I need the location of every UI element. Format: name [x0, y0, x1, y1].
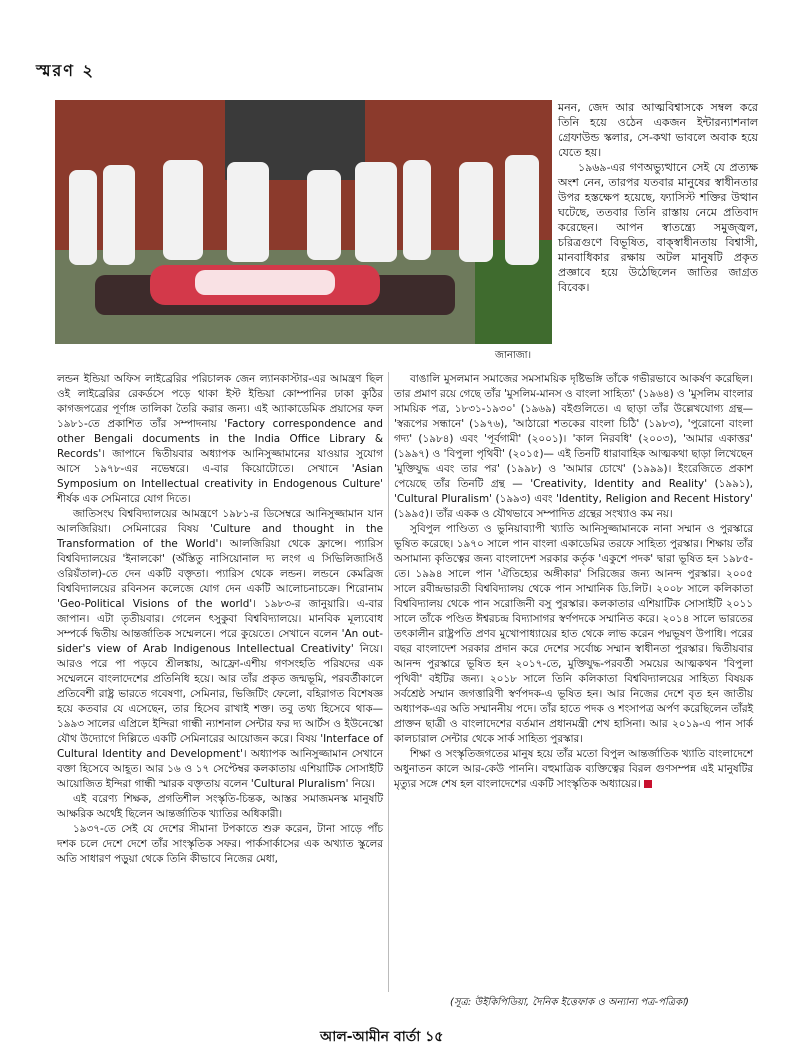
body-paragraph: লন্ডন ইন্ডিয়া অফিস লাইব্রেরির পরিচালক জেন ল্যানকাস্টার-এর আমন্ত্রণ ছিল ওই লাইব্রেরির রেকর্ডসে পড়ে থাকা ইস্ট ইন্ডিয়া কোম্পানির ঢাকা কুঠির কাগজপত্রের পূর্ণাঙ্গ তালিকা তৈরি করার জন্য। এই অ্যাকাডেমিক প্রয়াসের ফল ১৯৮১-তে প্রকাশিত তাঁর সম্পাদনায় 'Factory correspondence and other Bengali documents in the India Office Library & Records'। জাপানে দ্বিতীয়বার অধ্যাপক আনিসুজ্জামানের যাওয়ার সুযোগ আসে ১৯৭৮-এর নভেম্বরে। এ-বার কিয়োটোতে। সেখানে 'Asian Symposium on Intellectual creativity in Endogenous Culture' শীর্ষক এক সেমিনারে যোগ দিতে। — [57, 373, 383, 505]
magazine-name: আল-আমীন বার্তা — [320, 1029, 421, 1045]
article-column-2 — [394, 372, 753, 792]
body-paragraph: বাঙালি মুসলমান সমাজের সমসাময়িক দৃষ্টিভঙ্গি তাঁকে গভীরভাবে আকর্ষণ করেছিল। তার প্রমাণ রয়ে গেছে তাঁর 'মুসলিম-মানস ও বাংলা সাহিত্য' (১৯৬৪) ও 'মুসলিম বাংলার সাময়িক পত্র, ১৮৩১-১৯৩০' (১৯৬৯) বইগুলিতে। এ ছাড়া তাঁর উল্লেখযোগ্য গ্রন্থ— 'স্বরূপের সন্ধানে' (১৯৭৬), 'আঠারো শতকের বাংলা চিঠি' (১৯৮৩), 'পুরোনো বাংলা গদ্য' (১৯৮৪) এবং 'পূর্বগামী' (২০০১)। 'কাল নিরবধি' (২০০৩), 'আমার একাত্তর' (১৯৯৭) ও 'বিপুলা পৃথিবী' (২০১৫)— এই তিনটি ধারাবাহিক আত্মকথা ছাড়া লিখেছেন 'মুক্তিযুদ্ধ এবং তার পর' (১৯৯৮) ও 'আমার চোখে' (১৯৯৯)। ইংরেজিতে প্রকাশ পেয়েছে তাঁর তিনটি গ্রন্থ — 'Creativity, Identity and Reality' (১৯৯১), 'Cultural Pluralism' (১৯৯৩) এবং 'Identity, Religion and Recent History' (১৯৯৫)। তাঁর একক ও যৌথভাবে সম্পাদিত গ্রন্থের সংখ্যাও কম নয়। — [394, 373, 753, 520]
right-paragraph: ১৯৬৯-এর গণঅভ্যুত্থানে সেই যে প্রত্যক্ষ অংশ নেন, তারপর যতবার মানুষের স্বাধীনতার উপর হস্তক্ষেপ হয়েছে, ফ্যাসিস্ট শক্তির উত্থান ঘটেছে, ততবার তিনি রাস্তায় নেমে প্রতিবাদ করেছেন। আপন স্বাতন্ত্র্যে সমুজ্জ্বল, চরিত্রগুণে বিভূষিত, বাক্স্বাধীনতায় বিশ্বাসী, মানবাধিকার রক্ষায় অটল মানুষটি প্রকৃত প্রজ্ঞাবে হয়ে উঠেছিলেন জাতির জাগ্রত বিবেক। — [558, 161, 758, 294]
photo-caption: জানাজা। — [495, 350, 532, 361]
section-title: স্মরণ ২ — [36, 61, 95, 80]
body-paragraph: ১৯৩৭-তে সেই যে দেশের সীমানা টপকাতে শুরু করেন, টানা সাড়ে পাঁচ দশক চলে দেশে দেশে তাঁর সাংস্কৃতিক সফর। পার্কসার্কাসের এক অখ্যাত স্কুলের অতি সাধারণ পড়ুয়া থেকে তিনি কীভাবে নিজের মেধা, — [57, 823, 383, 865]
funeral-photo-illustration — [55, 100, 552, 344]
column-divider — [388, 372, 389, 992]
closing-text: শিক্ষা ও সংস্কৃতিজগতের মানুষ হয়ে তাঁর মতো বিপুল আন্তর্জাতিক খ্যাতি বাংলাদেশে অধুনাতন কালে আর-কেউ পাননি। বহুমাত্রিক ব্যক্তিত্বের বিরল গুণসম্পন্ন এই মানুষটির মৃত্যুর সঙ্গে শেষ হল বাংলাদেশের একটি সাংস্কৃতিক অধ্যায়ের। — [394, 748, 753, 790]
end-mark-icon — [644, 780, 652, 788]
body-paragraph: জাতিসংঘ বিশ্ববিদ্যালয়ের আমন্ত্রণে ১৯৮১-র ডিসেম্বরে আনিসুজ্জামান যান আলজিরিয়া। সেমিনারের বিষয় 'Culture and thought in the Transformation of the World'। আলজিরিয়া থেকে ফ্রান্সে। প্যারিস বিশ্ববিদ্যালয়ের 'ইনালকো' (অঁস্তিতু নাসিয়োনাল দ্য লংগ এ সিভিলিজাসিওঁ ওরিয়ঁতাল)-তে দেন একটি বক্তৃতা। প্যারিস থেকে লন্ডন। লন্ডনে কেমব্রিজ বিশ্ববিদ্যালয়ের রবিনসন কলেজে যোগ দেন একটি আলোচনাচক্রে। শিরোনাম 'Geo-Political Visions of the world'। ১৯৮৩-র জানুয়ারি। এ-বার জাপান। এটা তৃতীয়বার। গেলেন ৎসুকুবা বিশ্ববিদ্যালয়ে। মানবিক মূল্যবোধ সম্পর্কে দ্বিতীয় আন্তর্জাতিক সম্মেলনে। পরে কুয়েতে। সেখানে বলেন 'An out-sider's view of Arab Indigenous Intellectual Creativity' নিয়ে। আরও পরে পা পড়বে শ্রীলঙ্কায়, আফ্রো-এশীয় গণসংহতি পরিষদের এক সম্মেলনে বাংলাদেশের প্রতিনিধি হয়ে। আর তাঁর প্রকৃত জন্মভূমি, পরবর্তীকালে প্রতিবেশী রাষ্ট্র ভারতে গবেষণা, সেমিনার, ভিজিটিং ফেলো, বহিরাগত বিশেষজ্ঞ হয়ে কতবার যে এসেছেন, তার হিসেব রাখাই শক্ত। তবু তথ্য হিসেবে থাক— ১৯৯৩ সালের এপ্রিলে ইন্দিরা গান্ধী ন্যাশনাল সেন্টার ফর দ্য আর্টস ও ইউনেস্কো যৌথ উদ্যোগে দিল্লিতে একটি সেমিনারের আয়োজন করে। বিষয় 'Interface of Cultural Identity and Development'। অধ্যাপক আনিসুজ্জামান সেখানে বক্তা হিসেবে আহূত। আর ১৬ ও ১৭ সেপ্টেম্বর কলকাতায় এশিয়াটিক সোসাইটি আয়োজিত ইন্দিরা গান্ধী স্মারক বক্তৃতায় বলেন 'Cultural Pluralism' নিয়ে। — [57, 508, 383, 790]
body-paragraph — [394, 747, 753, 792]
funeral-photo — [55, 100, 552, 344]
page-footer — [320, 1025, 443, 1049]
right-column — [558, 100, 758, 295]
right-paragraph: মনন, জেদ আর আত্মবিশ্বাসকে সম্বল করে তিনি হয়ে ওঠেন একজন ইন্টারন্যাশনাল গ্রেফাউন্ড স্কলার, সে-কথা ভাবলে অবাক হয়ে যেতে হয়। — [558, 101, 758, 159]
source-note: (সূত্র: উইকিপিডিয়া, দৈনিক ইত্তেফাক ও অন্যান্য পত্র-পত্রিকা) — [450, 997, 689, 1008]
body-paragraph: সুবিপুল পাণ্ডিত্য ও ভুনিয়াব্যাপী খ্যাতি আনিসুজ্জামানকে নানা সম্মান ও পুরস্কারে ভূষিত করেছে। ১৯৭০ সালে পান বাংলা একাডেমির তরফে সাহিত্য পুরস্কার। শিক্ষায় তাঁর অসামান্য কৃতিত্বের জন্য বাংলাদেশ সরকার কর্তৃক 'একুশে পদক' দ্বারা ভূষিত হন ১৯৮৫-তে। ১৯৯৪ সালে পান 'ঐতিহ্যের অঙ্গীকার' সিরিজের জন্য আনন্দ পুরস্কার। ২০০৫ সালে রবীন্দ্রভারতী বিশ্ববিদ্যালয় থেকে পান সাম্মানিক ডি.লিট। ২০০৮ সালে কলিকাতা বিশ্ববিদ্যালয় থেকে পান সরোজিনী বসু পুরস্কার। কলকাতার এশিয়াটিক সোসাইটি ২০১১ সালে তাঁকে পণ্ডিত ঈশ্বরচন্দ্র বিদ্যাসাগর স্বর্ণপদকে সম্মানিত করে। ২০১৪ সালে ভারতের তৎকালীন রাষ্ট্রপতি প্রণব মুখোপাধ্যায়ের হাত থেকে লাভ করেন পদ্মভূষণ উপাধি। পরের বছর বাংলাদেশ সরকার প্রদান করে দেশের সর্বোচ্চ সম্মান স্বাধীনতা পুরস্কার। দ্বিতীয়বার আনন্দ পুরস্কারে ভূষিত হন ২০১৭-তে, মুক্তিযুদ্ধ-পরবর্তী সময়ের আত্মকথন 'বিপুলা পৃথিবী' বইটির জন্য। ২০১৮ সালে তিনি কলিকাতা বিশ্ববিদ্যালয়ের সাহিত্য বিষয়ক সর্বশ্রেষ্ঠ সম্মান জগত্তারিণী স্বর্ণপদক-এ ভূষিত হন। আর নিজের দেশে বৃত হন জাতীয় অধ্যাপক-এর অতি সম্মাননীয় পদে। তাঁর হাতে পদক ও শংসাপত্র অর্পণ করেছিলেন তাঁরই প্রাক্তন ছাত্রী ও বাংলাদেশের বর্তমান প্রধানমন্ত্রী শেখ হাসিনা। আর ২০১৯-এ পান সার্ক কালচারাল সেন্টার থেকে সার্ক সাহিত্য পুরস্কার। — [394, 523, 753, 745]
article-column-1 — [57, 372, 383, 867]
body-paragraph: এই বরেণ্য শিক্ষক, প্রগতিশীল সংস্কৃতি-চিন্তক, আস্তর সমাজমনস্ক মানুষটি আক্ষরিক অর্থেই ছিলেন আন্তর্জাতিক খ্যাতির অধিকারী। — [57, 793, 383, 820]
page-number: ১৫ — [425, 1029, 444, 1045]
